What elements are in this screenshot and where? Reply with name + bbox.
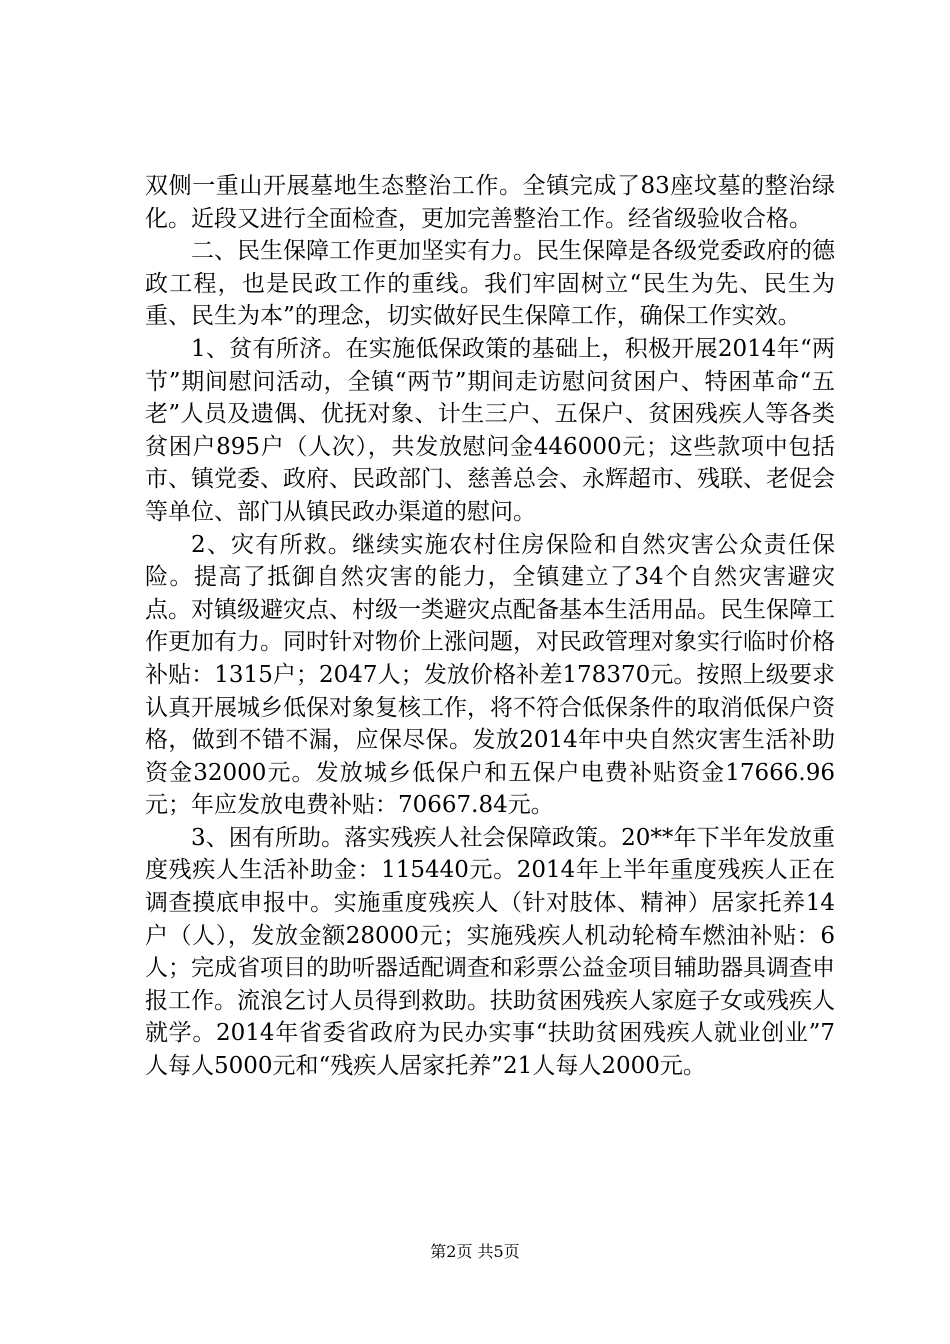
paragraph-intro-continuation: 双侧一重山开展墓地生态整治工作。全镇完成了83座坟墓的整治绿化。近段又进行全面检查，更加完善整治工作。经省级验收合格。 [145, 173, 835, 232]
paragraph-poverty-relief: 1、贫有所济。在实施低保政策的基础上，积极开展2014年“两节”期间慰问活动，全镇“两节”期间走访慰问贫困户、特困革命“五老”人员及遗偶、优抚对象、计生三户、五保户、贫困残疾人等各类贫困户895户（人次），共发放慰问金446000元；这些款项中包括市、镇党委、政府、民政部门、慈善总会、永辉超市、残联、老促会等单位、部门从镇民政办渠道的慰问。 [145, 335, 835, 525]
paragraph-section-two: 二、民生保障工作更加坚实有力。民生保障是各级党委政府的德政工程，也是民政工作的重线。我们牢固树立“民生为先、民生为重、民生为本”的理念，切实做好民生保障工作，确保工作实效。 [145, 238, 835, 330]
document-body [145, 170, 835, 1083]
paragraph-disaster-relief: 2、灾有所救。继续实施农村住房保险和自然灾害公众责任保险。提高了抵御自然灾害的能力，全镇建立了34个自然灾害避灾点。对镇级避灾点、村级一类避灾点配备基本生活用品。民生保障工作更加有力。同时针对物价上涨问题，对民政管理对象实行临时价格补贴：1315户；2047人；发放价格补差178370元。按照上级要求认真开展城乡低保对象复核工作，将不符合低保条件的取消低保户资格，做到不错不漏，应保尽保。发放2014年中央自然灾害生活补助资金32000元。发放城乡低保户和五保户电费补贴资金17666.96元；年应发放电费补贴：70667.84元。 [145, 531, 835, 819]
page-number-label: 第2页 共5页 [430, 1242, 520, 1261]
page-footer [0, 1242, 950, 1262]
paragraph-disability-assistance: 3、困有所助。落实残疾人社会保障政策。20**年下半年发放重度残疾人生活补助金：115440元。2014年上半年重度残疾人正在调查摸底申报中。实施重度残疾人（针对肢体、精神）居家托养14户（人），发放金额28000元；实施残疾人机动轮椅车燃油补贴：6人；完成省项目的助听器适配调查和彩票公益金项目辅助器具调查申报工作。流浪乞讨人员得到救助。扶助贫困残疾人家庭子女或残疾人就学。2014年省委省政府为民办实事“扶助贫困残疾人就业创业”7人每人5000元和“残疾人居家托养”21人每人2000元。 [145, 824, 835, 1080]
